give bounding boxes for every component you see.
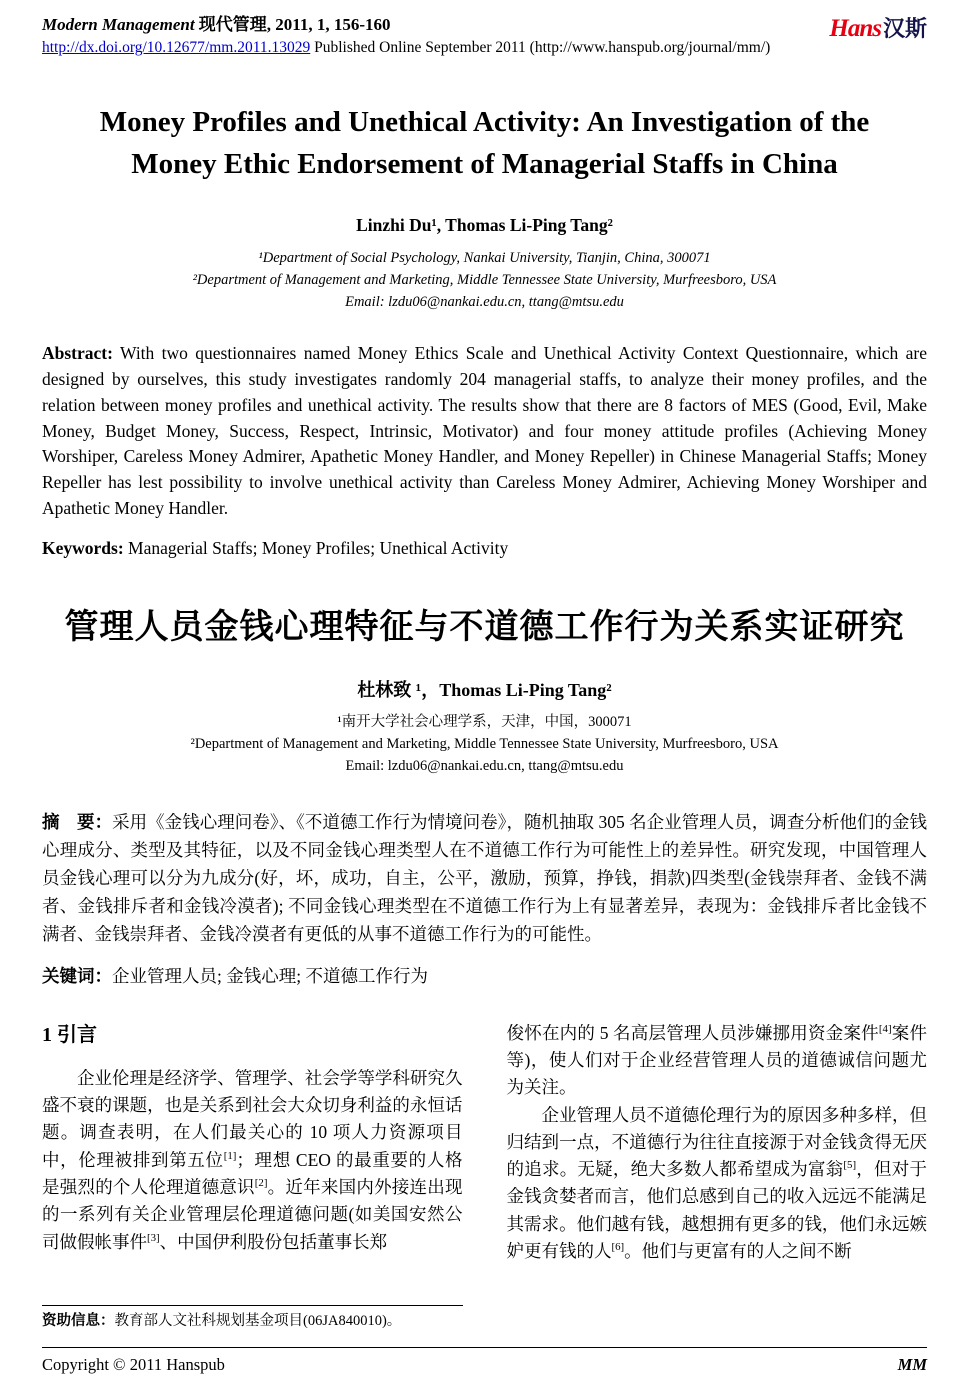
affiliation-cn-1: ¹南开大学社会心理学系，天津，中国，300071	[337, 714, 632, 731]
abstract-text-cn: 采用《金钱心理问卷》、《不道德工作行为情境问卷》，随机抽取 305 名企业管理人员，调查分析他们的金钱心理成分、类型及其特征，以及不同金钱心理类型人在不道德工作行为可能性上的差异性。研究发现，中国管理人员金钱心理可以分为九成分(好，坏，成功，自主，公平，激励，预算，挣钱，捐款)四类型(金钱崇拜者、金钱不满者、金钱排斥者和金钱冷漠者); 不同金钱心理类型在不道德工作行为上有显著差异，表现为：金钱排斥者比金钱不满者、金钱崇拜者、金钱冷漠者有更低的从事不道德工作行为的可能性。	[42, 811, 928, 944]
page-footer	[42, 1347, 927, 1375]
funding-footnote	[42, 1305, 463, 1333]
authors-en: Linzhi Du¹, Thomas Li-Ping Tang²	[356, 215, 613, 236]
intro-paragraph-right-2: 企业管理人员不道德伦理行为的原因多种多样，但归结到一点，不道德行为往往直接源于对金钱贪得无厌的追求。无疑，绝大多数人都希望成为富翁[5]，但对于金钱贪婪者而言，他们总感到自己的收入远远不能满足其需求。他们越有钱，越想拥有更多的钱，他们永远嫉妒更有钱的人[6]。他们与更富有的人之间不断	[506, 1104, 928, 1261]
page-header	[42, 10, 927, 57]
affiliation-cn-2: ²Department of Management and Marketing, Middle Tennessee State University, Murfreesboro, USA	[190, 736, 779, 753]
funding-footnote-text: 教育部人文社科规划基金项目(06JA840010)。	[114, 1313, 402, 1330]
published-info: Published Online September 2011 (http://www.hanspub.org/journal/mm/)	[314, 39, 771, 56]
hans-logo-cn-text: 汉斯	[882, 16, 927, 41]
affiliations-en	[42, 248, 927, 313]
journal-abbr: MM	[897, 1355, 927, 1374]
journal-line	[42, 10, 770, 35]
journal-name: Modern Management	[42, 15, 195, 34]
two-column-body	[42, 1020, 927, 1333]
keywords-cn	[42, 963, 927, 988]
journal-meta: 现代管理, 2011, 1, 156-160	[198, 15, 391, 34]
email-line-cn: Email: lzdu06@nankai.edu.cn, ttang@mtsu.edu	[345, 757, 624, 774]
authors-cn: 杜林致 ¹，Thomas Li-Ping Tang²	[357, 680, 612, 701]
keywords-text-cn: 企业管理人员; 金钱心理; 不道德工作行为	[112, 965, 428, 986]
keywords-label-cn: 关键词：	[42, 965, 112, 986]
paper-title-cn: 管理人员金钱心理特征与不道德工作行为关系实证研究	[64, 609, 905, 647]
abstract-en	[42, 341, 927, 521]
keywords-label-en: Keywords:	[42, 538, 124, 559]
section-heading-intro: 1 引言	[42, 1023, 97, 1046]
abstract-cn	[42, 808, 927, 948]
column-left	[42, 1020, 463, 1333]
funding-footnote-label: 资助信息：	[42, 1313, 115, 1330]
hans-logo-en-text: Hans	[829, 15, 881, 42]
affiliations-cn	[42, 712, 927, 777]
copyright-text: Copyright © 2011 Hanspub	[42, 1355, 225, 1374]
intro-paragraph-left: 企业伦理是经济学、管理学、社会学等学科研究久盛不衰的课题，也是关系到社会大众切身利益的永恒话题。调查表明，在人们最关心的 10 项人力资源项目中，伦理被排到第五位[1]；理想 CEO 的最重要的人格是强烈的个人伦理道德意识[2]。近年来国内外接连出现的一系列有关企业管理层伦理道德问题(如美国安然公司做假帐事件[3]、中国伊利股份包括董事长郑	[42, 1067, 463, 1252]
abstract-text-en: With two questionnaires named Money Ethics Scale and Unethical Activity Context Questionnaire, which are designed by ourselves, this study investigates randomly 204 managerial staffs, to analyze their money profiles, and the relation between money profiles and unethical activity. The results show that there are 8 factors of MES (Good, Evil, Make Money, Budget Money, Success, Respect, Intrinsic, Motivator) and four money attitude profiles (Achieving Money Worshiper, Careless Money Admirer, Apathetic Money Handler, and Money Repeller) in Chinese Managerial Staffs; Money Repeller has lest possibility to involve unethical activity than Careless Money Admirer, Achieving Money Worshiper and Apathetic Money Handler.	[42, 343, 927, 518]
doi-link[interactable]: http://dx.doi.org/10.12677/mm.2011.13029	[42, 39, 311, 56]
intro-paragraph-right-1: 俊怀在内的 5 名高层管理人员涉嫌挪用资金案件[4]案件等)，使人们对于企业经营管理人员的道德诚信问题尤为关注。	[506, 1022, 928, 1098]
paper-title-en: Money Profiles and Unethical Activity: An Investigation of the Money Ethic Endorsement of Managerial Staffs in China	[99, 106, 870, 181]
hans-logo	[829, 12, 927, 43]
keywords-en	[42, 538, 927, 559]
affiliation-2: ²Department of Management and Marketing, Middle Tennessee State University, Murfreesboro, USA	[192, 271, 777, 288]
journal-info	[42, 10, 770, 57]
doi-line	[42, 39, 770, 57]
abstract-label-en: Abstract:	[42, 343, 113, 364]
abstract-label-cn: 摘 要：	[42, 811, 113, 832]
email-line: Email: lzdu06@nankai.edu.cn, ttang@mtsu.edu	[345, 293, 624, 310]
column-right	[507, 1020, 928, 1333]
affiliation-1: ¹Department of Social Psychology, Nankai University, Tianjin, China, 300071	[258, 250, 711, 267]
keywords-text-en: Managerial Staffs; Money Profiles; Unethical Activity	[123, 538, 509, 559]
